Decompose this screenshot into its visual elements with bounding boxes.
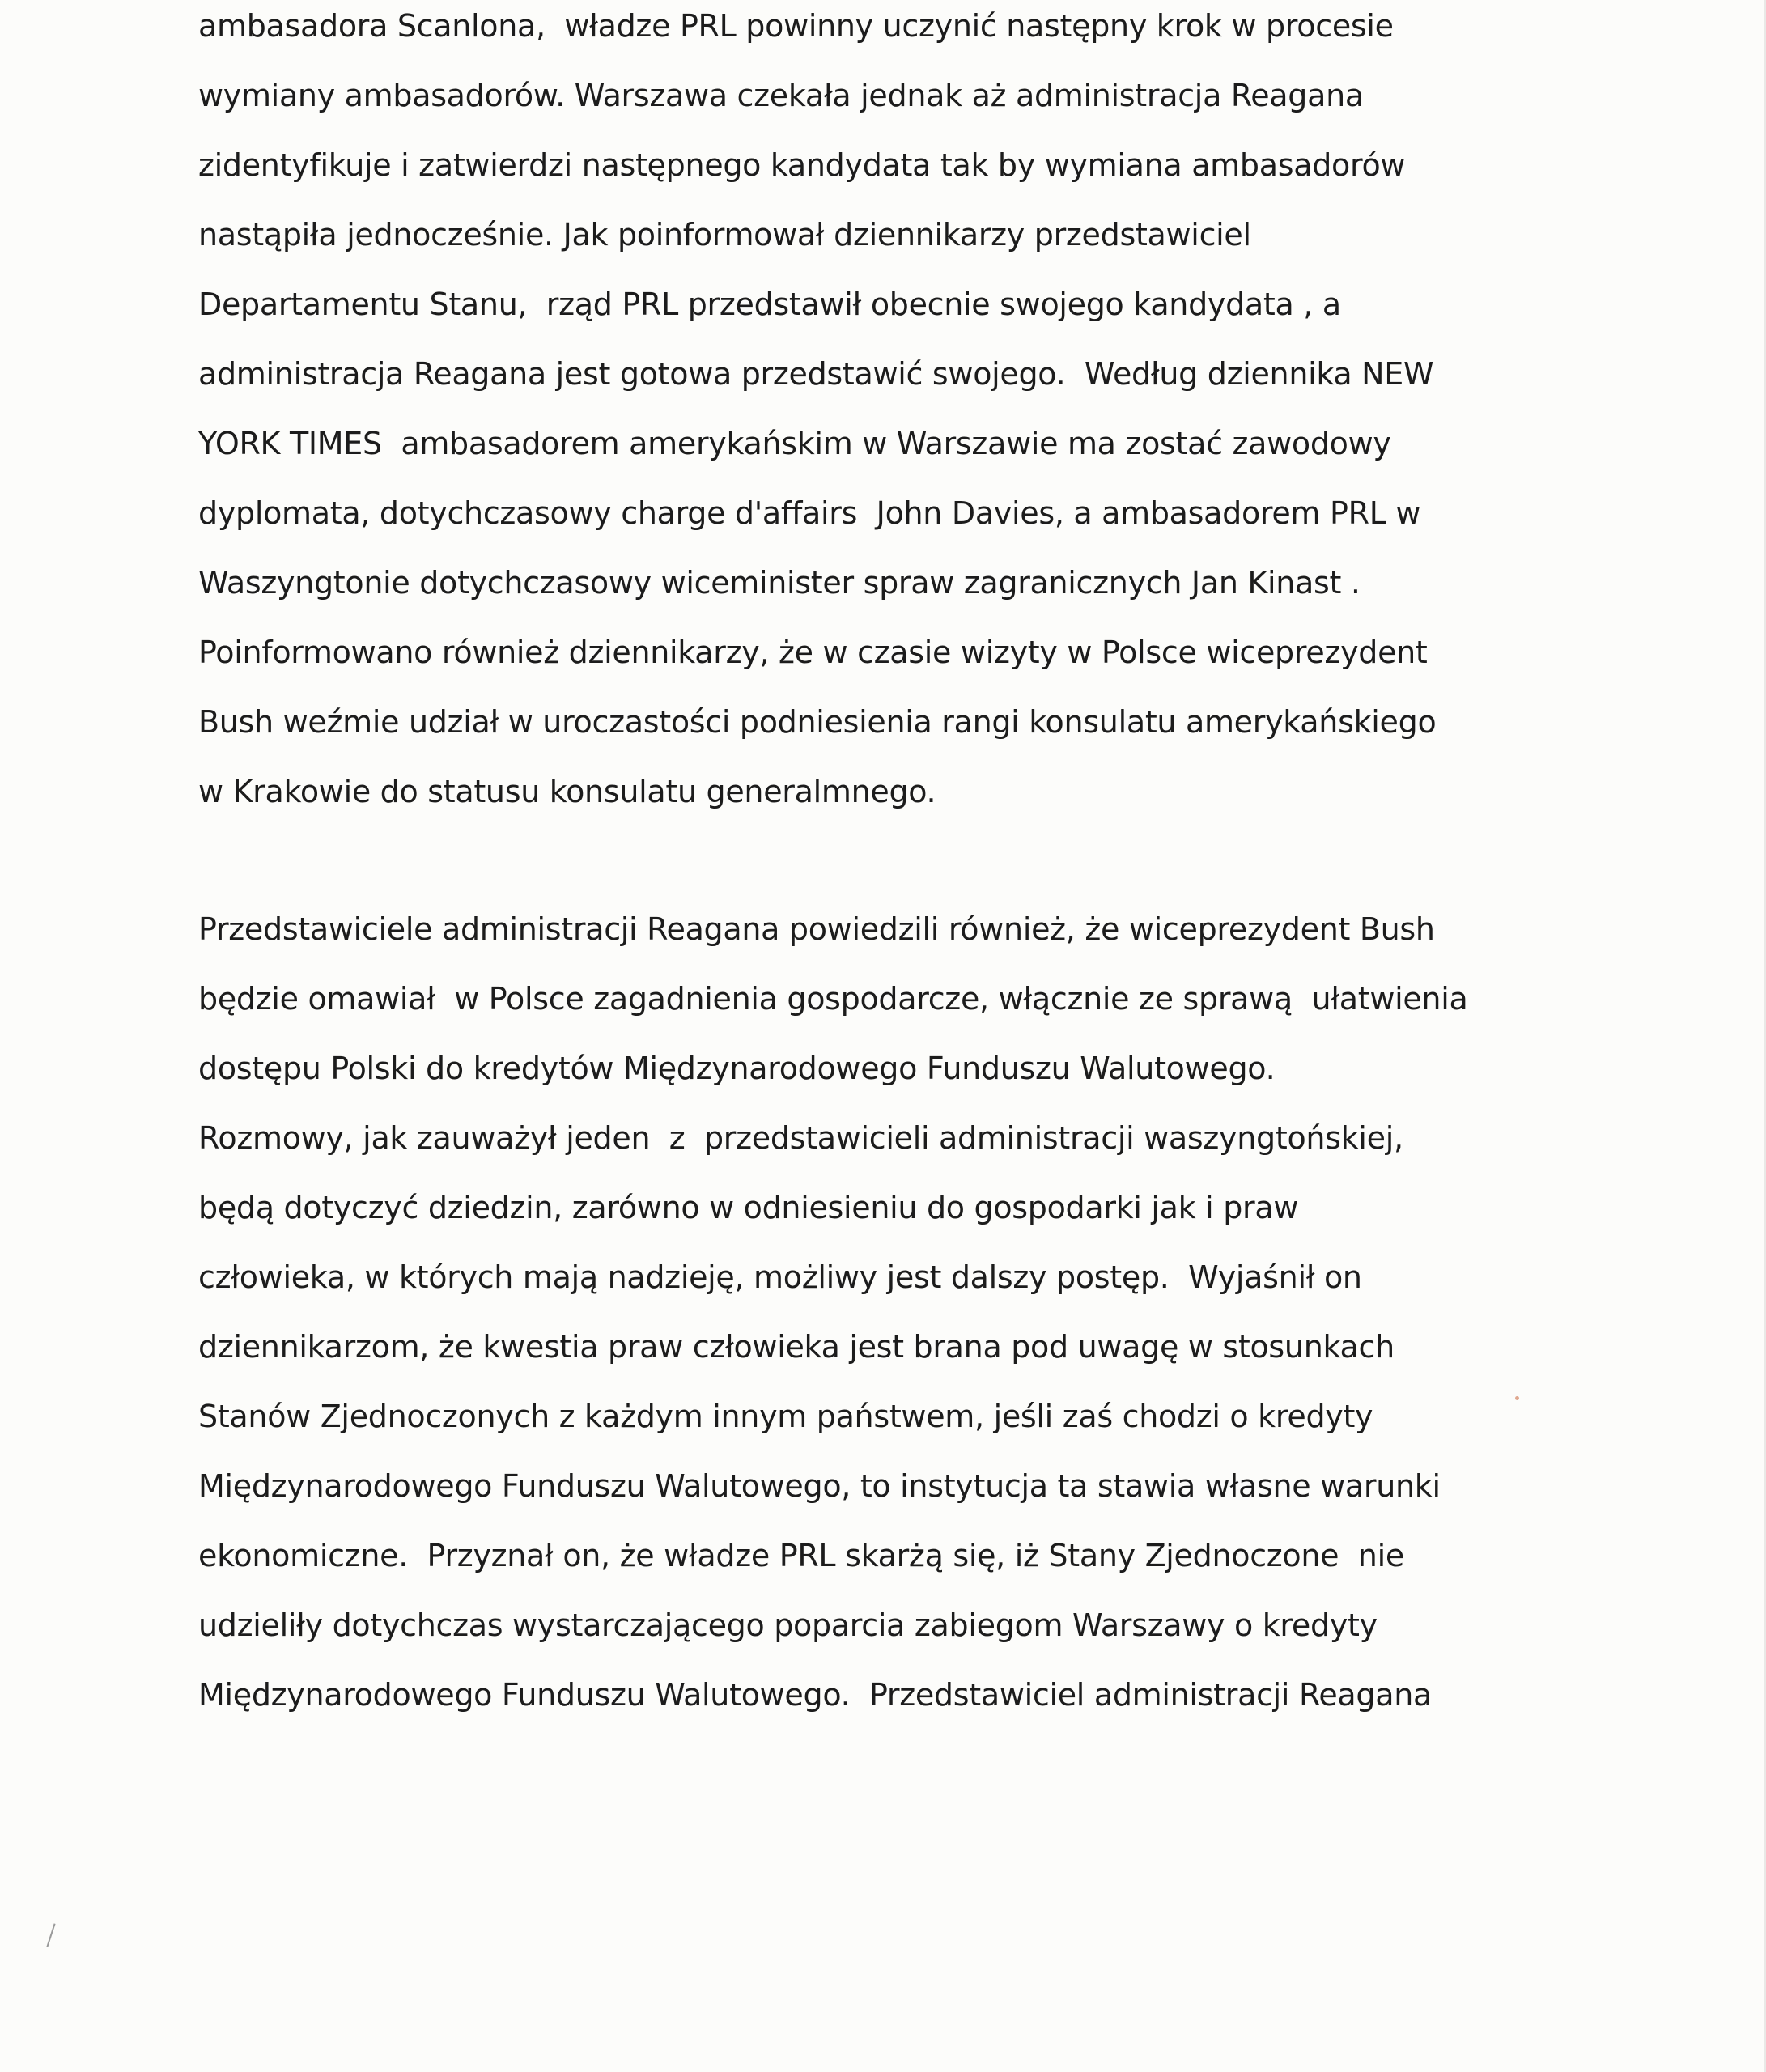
text-line: zidentyfikuje i zatwierdzi następnego kandydata tak by wymiana ambasadorów	[198, 147, 1406, 183]
text-line: Departamentu Stanu, rząd PRL przedstawił obecnie swojego kandydata , a	[198, 287, 1341, 322]
scan-mark	[46, 1923, 55, 1947]
text-line: Bush weźmie udział w uroczastości podniesienia rangi konsulatu amerykańskiego	[198, 704, 1437, 740]
text-line: YORK TIMES ambasadorem amerykańskim w Warszawie ma zostać zawodowy	[198, 426, 1391, 461]
text-line: Poinformowano również dziennikarzy, że w czasie wizyty w Polsce wiceprezydent	[198, 635, 1428, 670]
text-line: dostępu Polski do kredytów Międzynarodowego Funduszu Walutowego.	[198, 1051, 1276, 1086]
text-line: Rozmowy, jak zauważył jeden z przedstawicieli administracji waszyngtońskiej,	[198, 1120, 1403, 1156]
text-line: będzie omawiał w Polsce zagadnienia gospodarcze, włącznie ze sprawą ułatwienia	[198, 981, 1468, 1017]
text-line: będą dotyczyć dziedzin, zarówno w odniesieniu do gospodarki jak i praw	[198, 1190, 1299, 1225]
text-line: Waszyngtonie dotychczasowy wiceminister spraw zagranicznych Jan Kinast .	[198, 565, 1361, 601]
text-line: nastąpiła jednocześnie. Jak poinformował dziennikarzy przedstawiciel	[198, 217, 1251, 253]
text-line: ekonomiczne. Przyznał on, że władze PRL skarżą się, iż Stany Zjednoczone nie	[198, 1538, 1404, 1573]
text-line: w Krakowie do statusu konsulatu generalmnego.	[198, 774, 936, 809]
text-line: dziennikarzom, że kwestia praw człowieka jest brana pod uwagę w stosunkach	[198, 1329, 1395, 1365]
text-line: administracja Reagana jest gotowa przedstawić swojego. Według dziennika NEW	[198, 356, 1434, 392]
text-line: Międzynarodowego Funduszu Walutowego, to instytucja ta stawia własne warunki	[198, 1468, 1441, 1504]
text-line: ambasadora Scanlona, władze PRL powinny uczynić następny krok w procesie	[198, 8, 1394, 44]
scan-speck	[1515, 1396, 1519, 1400]
text-line: dyplomata, dotychczasowy charge d'affairs John Davies, a ambasadorem PRL w	[198, 495, 1421, 531]
text-line: Stanów Zjednoczonych z każdym innym państwem, jeśli zaś chodzi o kredyty	[198, 1399, 1373, 1434]
text-line: Międzynarodowego Funduszu Walutowego. Przedstawiciel administracji Reagana	[198, 1677, 1432, 1713]
text-line: człowieka, w których mają nadzieję, możliwy jest dalszy postęp. Wyjaśnił on	[198, 1259, 1362, 1295]
text-line: Przedstawiciele administracji Reagana powiedzili również, że wiceprezydent Bush	[198, 911, 1435, 947]
text-line: udzieliły dotychczas wystarczającego poparcia zabiegom Warszawy o kredyty	[198, 1607, 1378, 1643]
text-line: wymiany ambasadorów. Warszawa czekała jednak aż administracja Reagana	[198, 78, 1364, 113]
